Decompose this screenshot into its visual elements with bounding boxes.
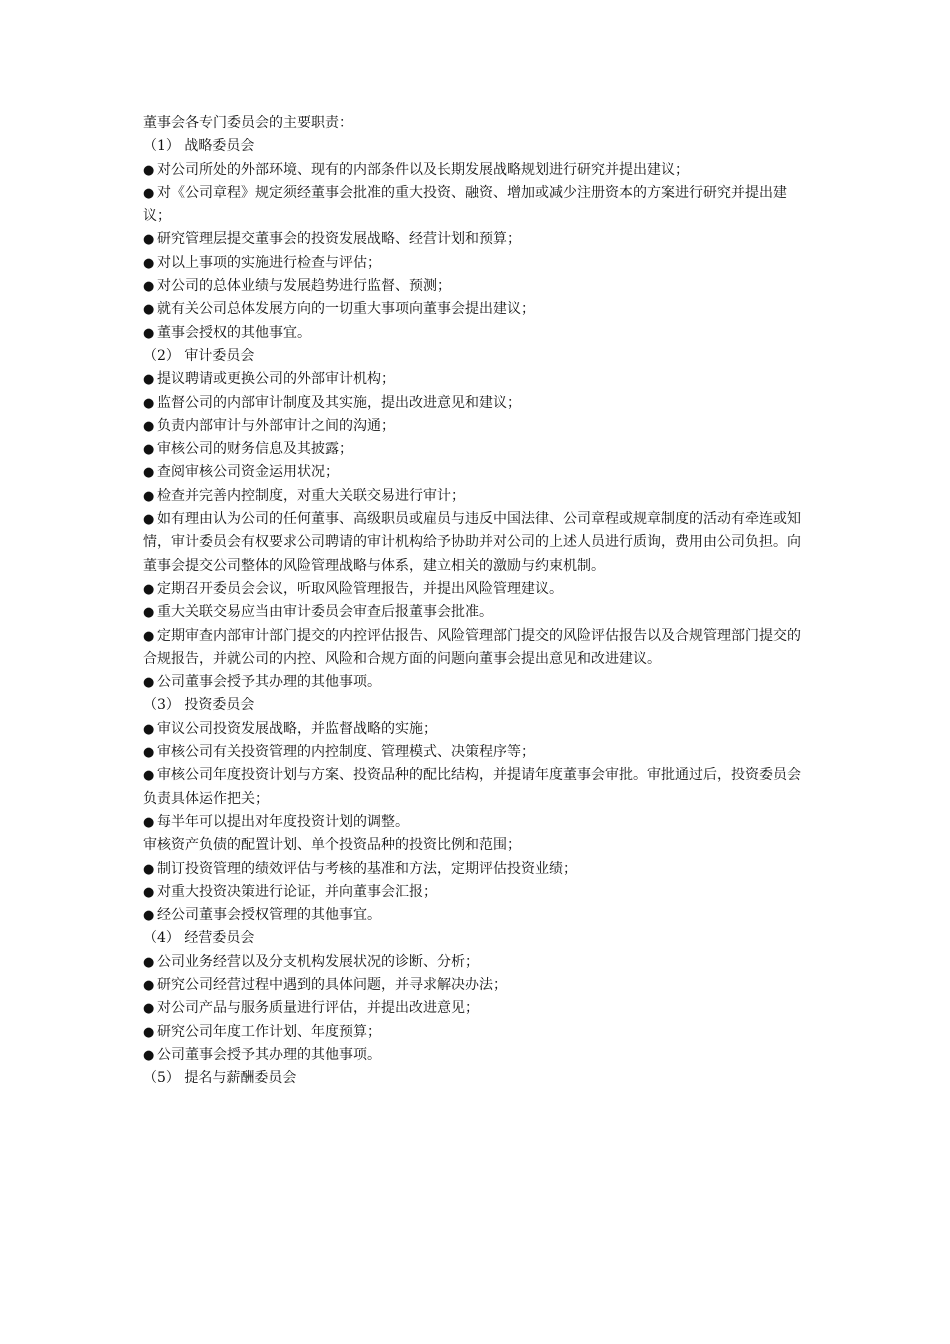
list-item: ● 监督公司的内部审计制度及其实施，提出改进意见和建议； [143,392,813,415]
list-item: ● 审核公司年度投资计划与方案、投资品种的配比结构，并提请年度董事会审批。审批通过后，投资委员会负责具体运作把关； [143,764,813,811]
bullet-icon: ● [143,884,155,900]
bullet-icon: ● [143,861,155,877]
list-item: ● 对公司所处的外部环境、现有的内部条件以及长期发展战略规划进行研究并提出建议； [143,159,813,182]
list-item: ● 重大关联交易应当由审计委员会审查后报董事会批准。 [143,601,813,624]
bullet-icon: ● [143,954,155,970]
list-item: ● 研究公司经营过程中遇到的具体问题，并寻求解决办法； [143,974,813,997]
list-item: ● 公司董事会授予其办理的其他事项。 [143,1044,813,1067]
list-item: ● 查阅审核公司资金运用状况； [143,461,813,484]
bullet-icon: ● [143,1047,155,1063]
list-item: ● 审核公司有关投资管理的内控制度、管理模式、决策程序等； [143,741,813,764]
bullet-icon: ● [143,628,155,644]
bullet-icon: ● [143,302,155,318]
bullet-icon: ● [143,372,155,388]
list-item: ● 定期召开委员会会议，听取风险管理报告，并提出风险管理建议。 [143,578,813,601]
list-item: ● 经公司董事会授权管理的其他事宜。 [143,904,813,927]
bullet-icon: ● [143,279,155,295]
bullet-icon: ● [143,675,155,691]
list-item: ● 对《公司章程》规定须经董事会批准的重大投资、融资、增加或减少注册资本的方案进行研究并提出建议； [143,182,813,229]
document-title: 董事会各专门委员会的主要职责： [143,115,353,131]
bullet-icon: ● [143,255,155,271]
bullet-icon: ● [143,581,155,597]
bullet-icon: ● [143,418,155,434]
list-item: ● 对公司产品与服务质量进行评估，并提出改进意见； [143,997,813,1020]
bullet-icon: ● [143,232,155,248]
bullet-icon: ● [143,768,155,784]
list-item: ● 研究管理层提交董事会的投资发展战略、经营计划和预算； [143,228,813,251]
section-heading-investment: （3） 投资委员会 [143,697,255,714]
list-item: ● 就有关公司总体发展方向的一切重大事项向董事会提出建议； [143,298,813,321]
list-item: ● 审议公司投资发展战略，并监督战略的实施； [143,718,813,741]
list-item: ● 董事会授权的其他事宜。 [143,322,813,345]
bullet-icon: ● [143,745,155,761]
bullet-icon: ● [143,488,155,504]
list-item: ● 对公司的总体业绩与发展趋势进行监督、预测； [143,275,813,298]
bullet-icon: ● [143,1001,155,1017]
section-heading-operations: （4） 经营委员会 [143,930,255,947]
plain-paragraph: 审核资产负债的配置计划、单个投资品种的投资比例和范围； [143,837,521,854]
list-item: ● 负责内部审计与外部审计之间的沟通； [143,415,813,438]
bullet-icon: ● [143,162,155,178]
bullet-icon: ● [143,605,155,621]
list-item: ● 定期审查内部审计部门提交的内控评估报告、风险管理部门提交的风险评估报告以及合规管理部门提交的合规报告，并就公司的内控、风险和合规方面的问题向董事会提出意见和改进建议。 [143,625,813,672]
list-item: ● 审核公司的财务信息及其披露； [143,438,813,461]
list-item: ● 如有理由认为公司的任何董事、高级职员或雇员与违反中国法律、公司章程或规章制度的活动有牵连或知情，审计委员会有权要求公司聘请的审计机构给予协助并对公司的上述人员进行质询，费用由公司负担。向董事会提交公司整体的风险管理战略与体系，建立相关的激励与约束机制。 [143,508,813,578]
list-item: ● 公司业务经营以及分支机构发展状况的诊断、分析； [143,951,813,974]
list-item: ● 检查并完善内控制度，对重大关联交易进行审计； [143,485,813,508]
bullet-icon: ● [143,185,155,201]
list-item: ● 提议聘请或更换公司的外部审计机构； [143,368,813,391]
section-heading-audit: （2） 审计委员会 [143,347,255,364]
bullet-icon: ● [143,977,155,993]
section-heading-nomination-compensation: （5） 提名与薪酬委员会 [143,1070,297,1087]
list-item: ● 研究公司年度工作计划、年度预算； [143,1021,813,1044]
section-heading-strategy: （1） 战略委员会 [143,138,255,155]
bullet-icon: ● [143,465,155,481]
list-item: ● 制订投资管理的绩效评估与考核的基准和方法，定期评估投资业绩； [143,858,813,881]
bullet-icon: ● [143,442,155,458]
list-item: ● 公司董事会授予其办理的其他事项。 [143,671,813,694]
bullet-icon: ● [143,721,155,737]
list-item: ● 对以上事项的实施进行检查与评估； [143,252,813,275]
bullet-icon: ● [143,814,155,830]
bullet-icon: ● [143,395,155,411]
bullet-icon: ● [143,908,155,924]
list-item: ● 每半年可以提出对年度投资计划的调整。 [143,811,813,834]
bullet-icon: ● [143,1024,155,1040]
list-item: ● 对重大投资决策进行论证，并向董事会汇报； [143,881,813,904]
bullet-icon: ● [143,512,155,528]
document-page [143,112,813,1090]
bullet-icon: ● [143,325,155,341]
